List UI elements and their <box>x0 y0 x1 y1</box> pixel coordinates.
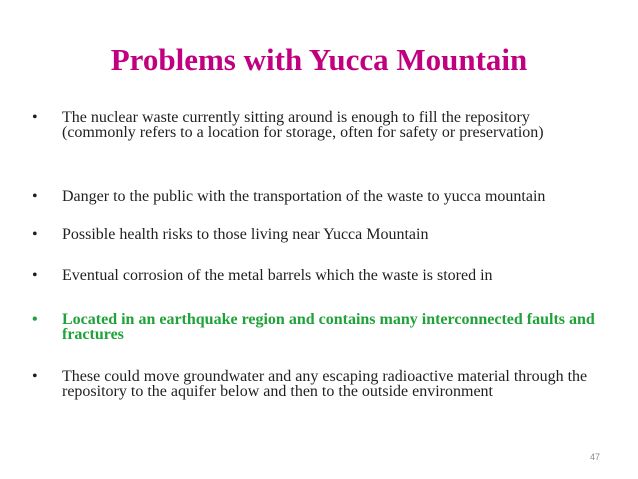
slide-title: Problems with Yucca Mountain <box>110 42 528 77</box>
bullet-item-highlighted <box>32 312 602 342</box>
bullet-text: These could move groundwater and any escaping radioactive material through the repository to the aquifer below and then to the outside environment <box>62 368 588 400</box>
bullet-item <box>32 189 602 204</box>
bullet-marker: • <box>32 311 38 328</box>
bullet-marker: • <box>32 109 38 126</box>
bullet-text: The nuclear waste currently sitting around is enough to fill the repository (commonly refers to a location for storage, often for safety or preservation) <box>62 109 544 141</box>
bullet-marker: • <box>32 368 38 385</box>
page-number: 47 <box>589 452 600 462</box>
bullet-text: Possible health risks to those living near Yucca Mountain <box>62 226 429 243</box>
bullet-marker: • <box>32 267 38 284</box>
bullet-marker: • <box>32 188 38 205</box>
bullet-item <box>32 369 602 399</box>
bullet-text: Located in an earthquake region and contains many interconnected faults and fractures <box>62 311 595 343</box>
bullet-marker: • <box>32 226 38 243</box>
bullet-text: Eventual corrosion of the metal barrels which the waste is stored in <box>62 267 493 284</box>
bullet-item <box>32 110 602 140</box>
bullet-text: Danger to the public with the transportation of the waste to yucca mountain <box>62 188 546 205</box>
bullet-item <box>32 268 602 283</box>
bullet-item <box>32 227 602 242</box>
